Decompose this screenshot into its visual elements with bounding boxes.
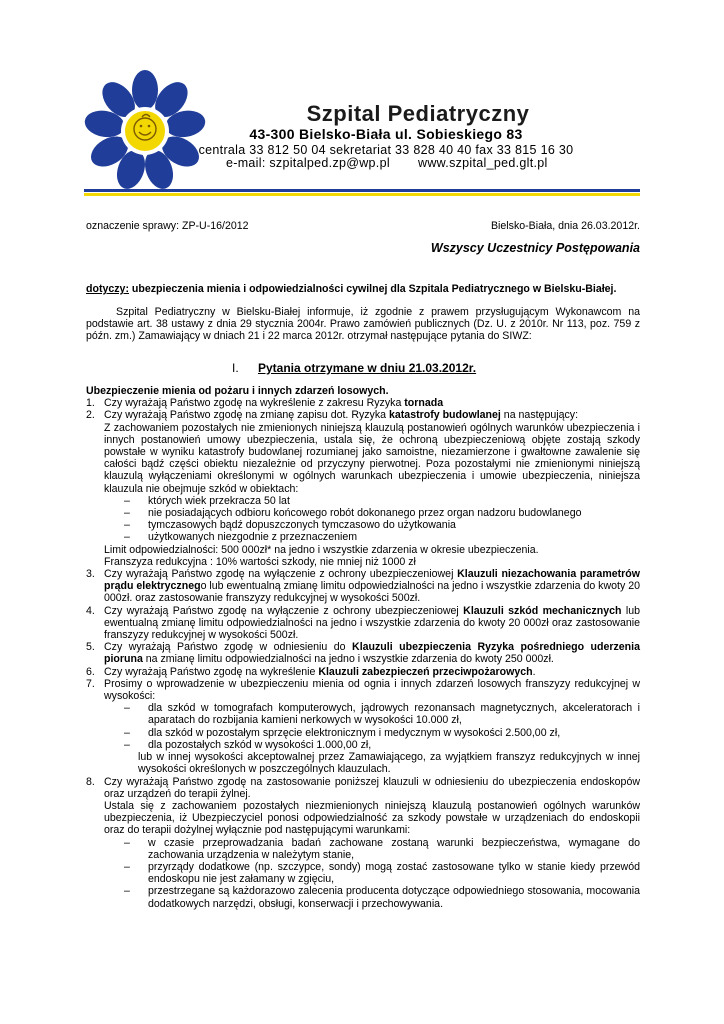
intro-paragraph xyxy=(86,306,640,343)
question-2-limit: Limit odpowiedzialności: 500 000zł* na jedno i wszystkie zdarzenia w okresie ubezpieczenia. xyxy=(104,543,539,556)
question-text: na następujący: xyxy=(500,409,579,422)
subject-line xyxy=(86,283,642,295)
question-text: Czy wyrażają Państwo zgodę na wyłączenie z ochrony ubezpieczeniowej xyxy=(104,568,458,581)
question-bold: Klauzuli zabezpieczeń przeciwpożarowych xyxy=(318,665,533,678)
hospital-flower-logo xyxy=(84,70,206,192)
question-2 xyxy=(86,409,640,421)
question-text: Czy wyrażają Państwo zgodę w odniesieniu do xyxy=(104,641,353,654)
question-text: na zmianę limitu odpowiedzialności na jedno i wszystkie zdarzenia do kwoty 250 000zł. xyxy=(142,653,554,666)
list-item xyxy=(86,495,640,507)
section-title: Pytania otrzymane w dniu 21.03.2012r. xyxy=(258,361,477,375)
header-rule-yellow xyxy=(84,193,640,196)
list-item-text: przestrzegane są każdorazowo zalecenia producenta dotyczące odpowiedniego stosowania, mocowania dodatkowych narzędzi, obsługi, konserwacji i przechowywania. xyxy=(148,885,640,910)
header-rule-blue xyxy=(84,189,640,192)
question-text: . xyxy=(532,665,536,678)
subject-text: ubezpieczenia mienia i odpowiedzialności cywilnej dla Szpitala Pediatrycznego w Bielsku-Białej. xyxy=(128,283,617,295)
question-bold: katastrofy budowlanej xyxy=(389,409,501,422)
questions-body xyxy=(86,385,640,910)
question-7-tail: lub w innej wysokości akceptowalnej przez Zamawiającego, za wyjątkiem franszyz redukcyjnych w innej wysokości określonych w poszczególnych klauzulach. xyxy=(138,751,640,776)
question-6 xyxy=(86,666,640,678)
case-reference: oznaczenie sprawy: ZP-U-16/2012 xyxy=(86,220,249,232)
question-number: 1. xyxy=(86,397,95,410)
list-item-text: dla szkód w pozostałym sprzęcie elektronicznym i medycznym w wysokości 2.500,00 zł, xyxy=(148,726,561,739)
list-item-text: dla pozostałych szkód w wysokości 1.000,00 zł, xyxy=(148,738,372,751)
list-item-text: których wiek przekracza 50 lat xyxy=(148,494,290,507)
list-item xyxy=(86,507,640,519)
subject-label: dotyczy: xyxy=(86,283,129,295)
question-text: Czy wyrażają Państwo zgodę na zmianę zapisu dot. Ryzyka xyxy=(104,409,389,422)
question-text: Czy wyrażają Państwo zgodę na wyłączenie z ochrony ubezpieczeniowej xyxy=(104,604,464,617)
dash-bullet: – xyxy=(124,885,130,898)
dash-bullet: – xyxy=(124,702,130,715)
question-7 xyxy=(86,678,640,702)
question-number: 4. xyxy=(86,604,95,617)
list-item-text: nie posiadających odbioru końcowego robót dokonanego przez organ nadzoru budowlanego xyxy=(148,507,582,520)
list-item xyxy=(86,519,640,531)
question-number: 2. xyxy=(86,409,95,422)
list-item xyxy=(86,861,640,885)
question-3 xyxy=(86,568,640,605)
hospital-phones: centrala 33 812 50 04 sekretariat 33 828 40 40 fax 33 815 16 30 xyxy=(198,143,574,157)
question-4 xyxy=(86,605,640,642)
hospital-email: e-mail: szpitalped.zp@wp.pl xyxy=(226,156,390,170)
question-text: lub ewentualną zmianę limitu odpowiedzialności na jedno i wszystkie zdarzenia do kwoty 20 000zł oraz zastosowanie franszyzy redukcyjnej w wysokości 500zł. xyxy=(104,604,640,642)
hospital-name: Szpital Pediatryczny xyxy=(306,101,530,126)
question-number: 3. xyxy=(86,568,95,581)
dash-bullet: – xyxy=(124,860,130,873)
addressee: Wszyscy Uczestnicy Postępowania xyxy=(430,241,640,255)
dash-bullet: – xyxy=(124,726,130,739)
questions-heading: Ubezpieczenie mienia od pożaru i innych zdarzeń losowych. xyxy=(86,385,389,397)
list-item xyxy=(86,727,640,739)
list-item-text: tymczasowych bądź dopuszczonych tymczasowo do użytkowania xyxy=(148,519,456,532)
question-text: Prosimy o wprowadzenie w ubezpieczeniu mienia od ognia i innych zdarzeń losowych franszyzy redukcyjnej w wysokości: xyxy=(104,677,640,703)
list-item-text: użytkowanych niezgodnie z przeznaczeniem xyxy=(148,531,358,544)
list-item xyxy=(86,702,640,726)
hospital-website: www.szpital_ped.glt.pl xyxy=(418,156,548,170)
list-item-text: dla szkód w tomografach komputerowych, jądrowych rezonansach magnetycznych, akceleratorach i aparatach do rozbijania kamieni nerkowych w wysokości 10.000 zł, xyxy=(148,702,640,727)
question-5 xyxy=(86,641,640,665)
section-heading xyxy=(232,361,632,375)
dash-bullet: – xyxy=(124,836,130,849)
list-item-text: w czasie przeprowadzania badań zachowane zostaną warunki bezpieczeństwa, wymagane do zachowania urządzenia w należytym stanie, xyxy=(148,836,640,861)
question-number: 8. xyxy=(86,775,95,788)
section-number: I. xyxy=(232,361,239,375)
question-text: Czy wyrażają Państwo zgodę na wykreślenie z zakresu Ryzyka xyxy=(104,397,405,410)
intro-text: Szpital Pediatryczny w Bielsku-Białej informuje, iż zgodnie z prawem przysługującym Wykonawcom na podstawie art. 38 ustawy z dnia 29 stycznia 2004r. Prawo zamówień publicznych (Dz. U. z 2010r. Nr 113, poz. 759 z późn. zm.) Zamawiający w dniach 21 i 22 marca 2012r. otrzymał następujące pytania do SIWZ: xyxy=(86,306,640,343)
question-1 xyxy=(86,397,640,409)
dash-bullet: – xyxy=(124,519,130,532)
dash-bullet: – xyxy=(124,507,130,520)
question-bold: Klauzuli niezachowania parametrów prądu elektryczneg xyxy=(104,568,640,593)
dash-bullet: – xyxy=(124,494,130,507)
question-8 xyxy=(86,776,640,800)
question-8-body: Ustala się z zachowaniem pozostałych niezmienionych niniejszą klauzulą postanowień ogólnych warunków ubezpieczenia, iż Ubezpieczyciel ponosi odpowiedzialność za szkody powstałe w urządzeniach do endoskopii oraz do terapii dożylnej wyłącznie pod następującymi warunkami: xyxy=(104,799,640,837)
question-2-franchise: Franszyza redukcyjna : 10% wartości szkody, nie mniej niż 1000 zł xyxy=(104,555,416,568)
dash-bullet: – xyxy=(124,738,130,751)
dash-bullet: – xyxy=(124,531,130,544)
place-date: Bielsko-Biała, dnia 26.03.2012r. xyxy=(490,220,640,232)
list-item xyxy=(86,739,640,751)
question-number: 7. xyxy=(86,677,95,690)
question-bold: tornada xyxy=(404,397,444,410)
list-item xyxy=(86,837,640,861)
question-text: Czy wyrażają Państwo zgodę na zastosowanie poniższej klauzuli w odniesieniu do ubezpieczenia endoskopów oraz urządzeń do terapii żylnej. xyxy=(104,775,640,800)
question-bold: Klauzuli szkód mechanicznych xyxy=(463,604,622,617)
hospital-address: 43-300 Bielsko-Biała ul. Sobieskiego 83 xyxy=(249,126,523,142)
question-text: Czy wyrażają Państwo zgodę na wykreślenie xyxy=(104,665,319,678)
question-bold: Klauzuli ubezpieczenia Ryzyka pośredniego uderzenia pioruna xyxy=(104,641,640,666)
list-item-text: przyrządy dodatkowe (np. szczypce, sondy) mogą zostać zastosowane tylko w stanie kiedy przewód endoskopu nie jest załamany w zgięciu, xyxy=(148,860,640,886)
question-number: 5. xyxy=(86,641,95,654)
list-item xyxy=(86,885,640,909)
list-item xyxy=(86,531,640,543)
question-number: 6. xyxy=(86,665,95,678)
question-text: o lub ewentualną zmianę limitu odpowiedzialności na jedno i wszystkie zdarzenia do kwoty 20 000zł. oraz zastosowanie franszyzy redukcyjnej w wysokości 500zł. xyxy=(104,580,641,605)
question-2-body: Z zachowaniem pozostałych nie zmienionych niniejszą klauzulą postanowień ogólnych warunków ubezpieczenia i innych postanowień umowy ubezpieczenia, ustala się, że ochroną ubezpieczeniową objęte zostają szkody powstałe w wyniku katastrofy budowlanej rozumianej jako samoistne, niezamierzone i gwałtowne zawalenie się całości bądź części obiektu niezależnie od przyczyny pierwotnej. Poza pozostałymi nie zmienionymi niniejszą klauzulą wyłączeniami określonymi w ogólnych warunkach ubezpieczenia i umowie ubezpieczenia, niniejsza klauzula nie obejmuje szkód w obiektach: xyxy=(104,421,640,495)
